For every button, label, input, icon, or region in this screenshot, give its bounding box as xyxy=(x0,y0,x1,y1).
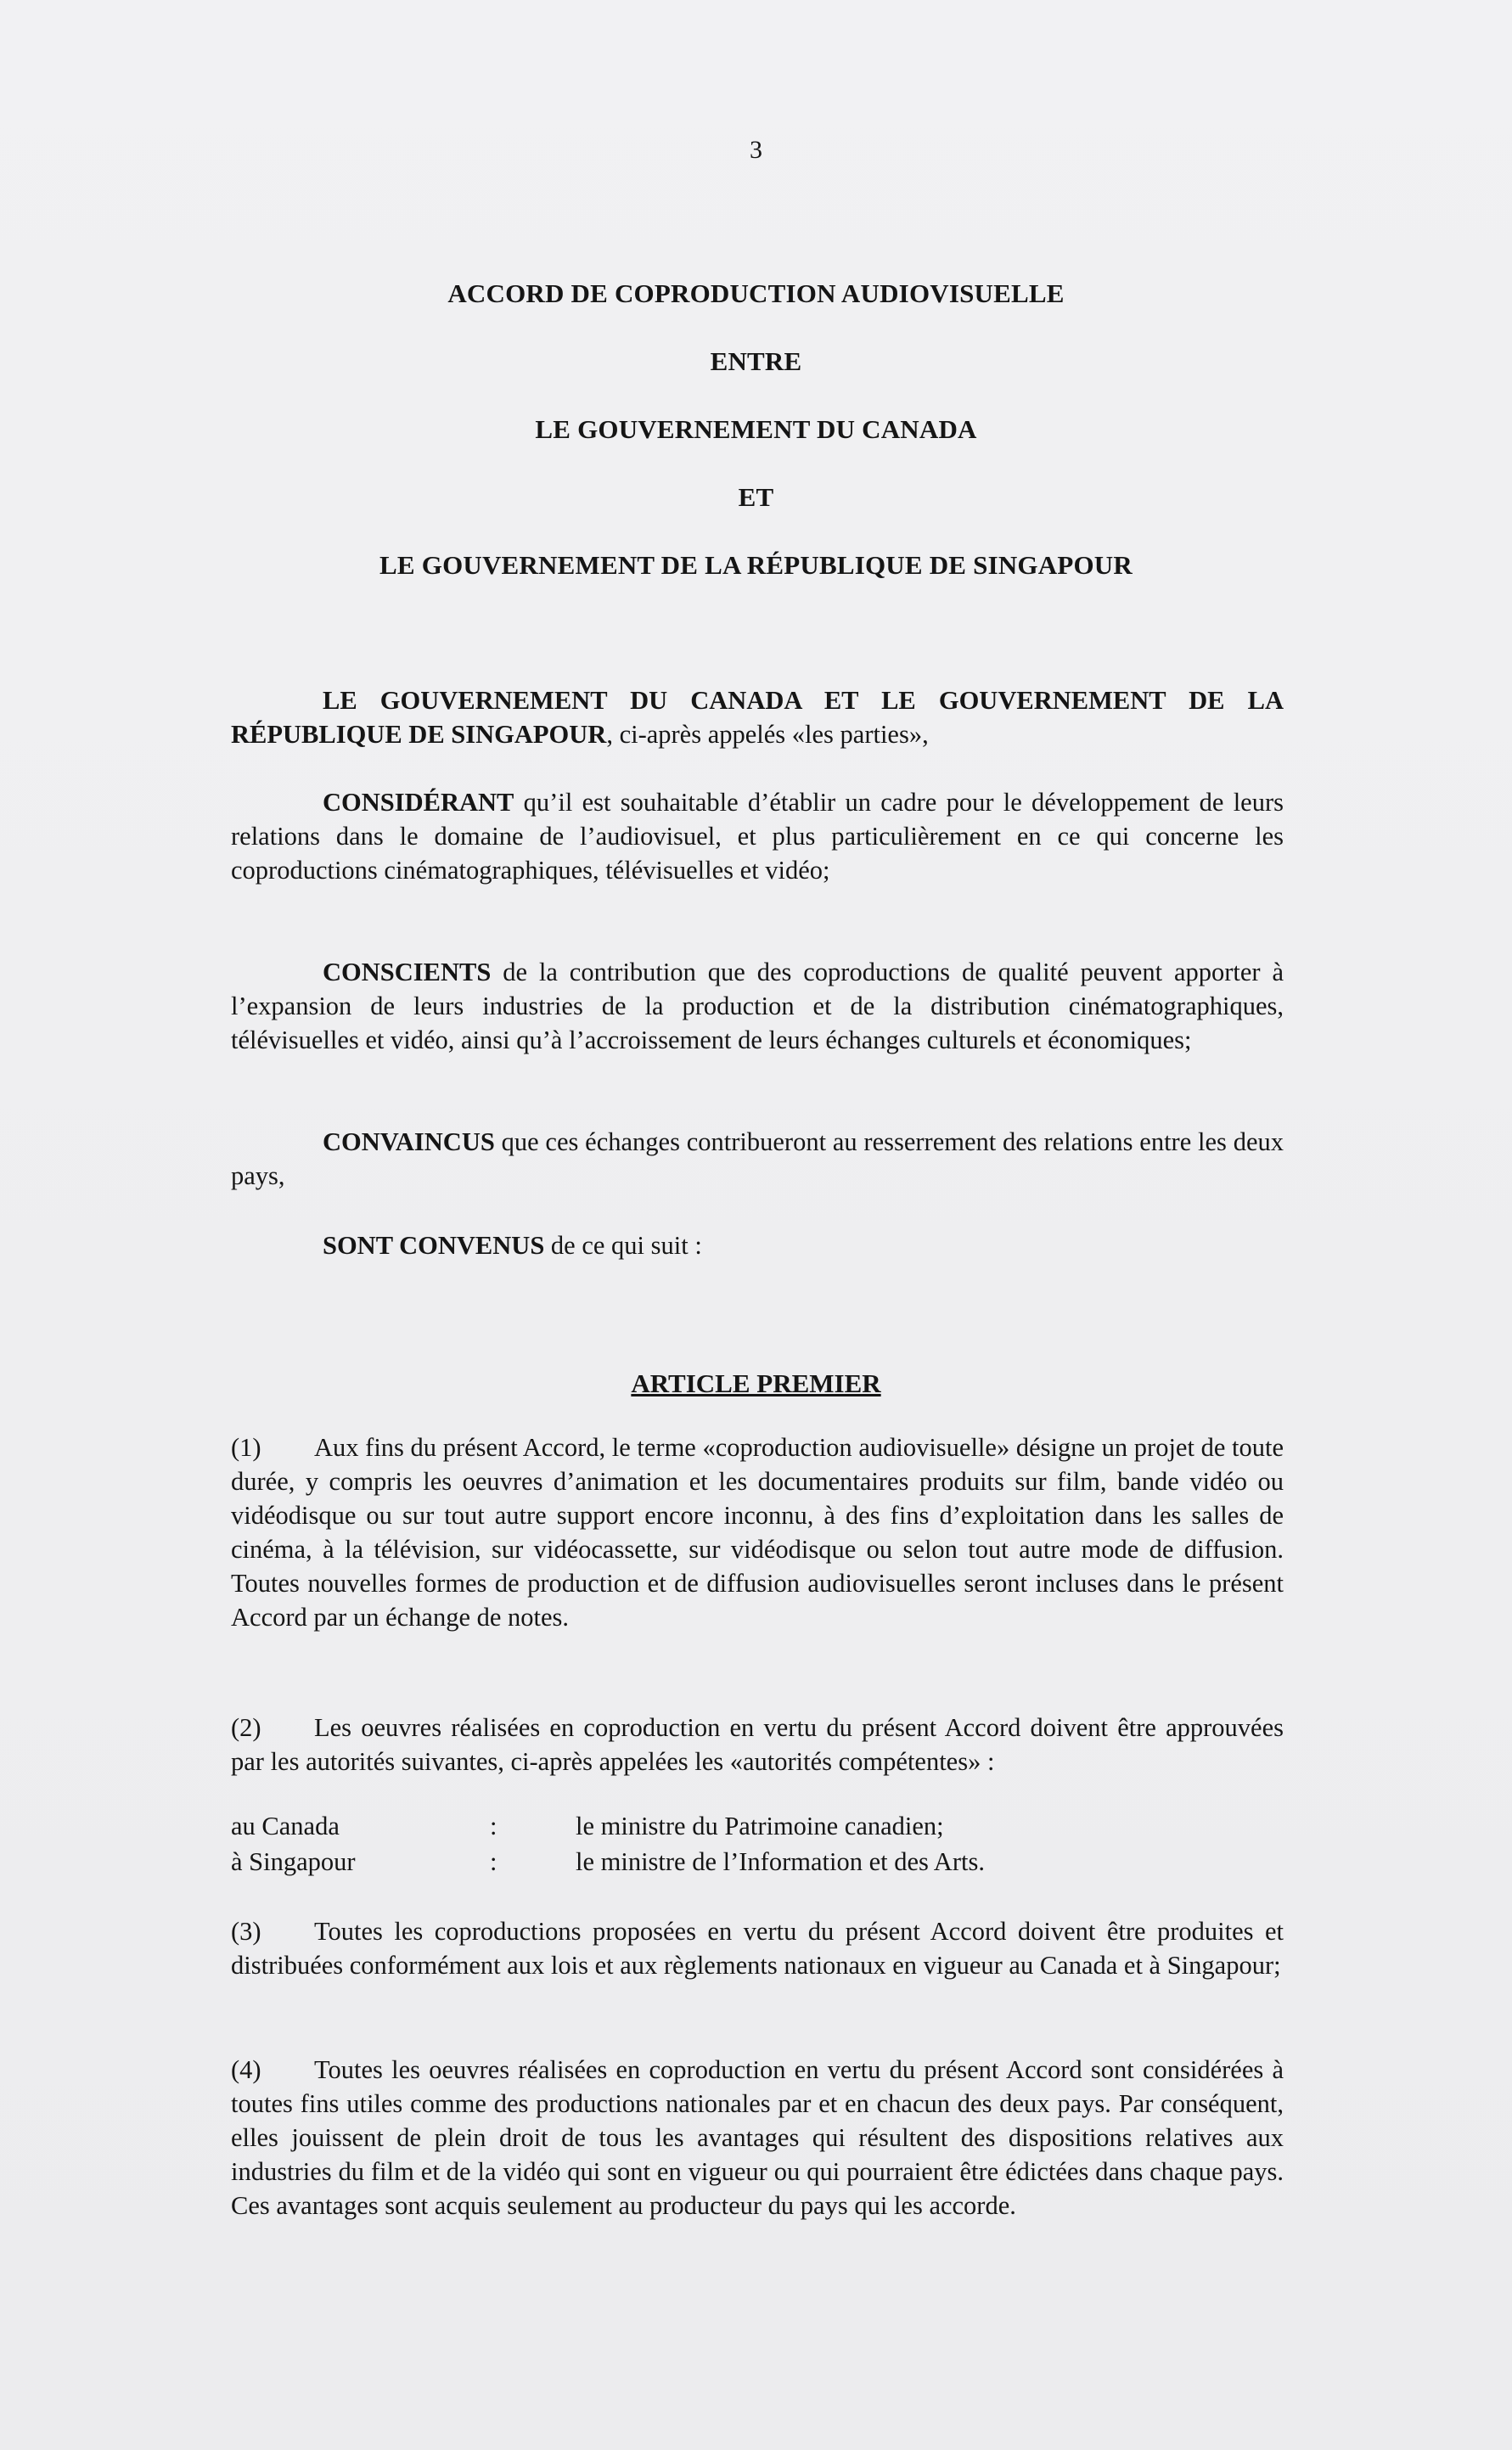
authority-minister: le ministre de l’Information et des Arts. xyxy=(576,1847,985,1876)
paragraph-text: Toutes les oeuvres réalisées en coproduction en vertu du présent Accord sont considérées à toutes fins utiles comme des productions nationales par et en chacun des deux pays. Par conséquent, elles jouissent de plein droit de tous les avantages qui résultent des dispositions relatives aux industries du film et de la vidéo qui sont en vigueur ou qui pourraient être édictées dans chaque pays. Ces avantages sont acquis seulement au producteur du pays qui les accorde. xyxy=(231,2055,1284,2220)
authority-row xyxy=(231,1844,1284,1880)
preamble-sont-convenus xyxy=(231,1228,1284,1262)
preamble-parties xyxy=(231,683,1284,751)
paragraph-number: (3) xyxy=(231,1917,261,1946)
conscients-bold: CONSCIENTS xyxy=(323,958,492,986)
article-paragraph-3 xyxy=(231,1914,1284,1982)
parties-rest: , ci-après appelés «les parties», xyxy=(606,720,929,749)
title-line-5: LE GOUVERNEMENT DE LA RÉPUBLIQUE DE SINGAPOUR xyxy=(379,550,1133,580)
parties-bold: LE GOUVERNEMENT DU CANADA ET LE GOUVERNEMENT DE LA RÉPUBLIQUE DE SINGAPOUR xyxy=(231,686,1284,749)
authority-separator: : xyxy=(490,1847,497,1876)
paragraph-number: (2) xyxy=(231,1713,261,1742)
authority-minister: le ministre du Patrimoine canadien; xyxy=(576,1812,944,1840)
preamble-conscients xyxy=(231,955,1284,1057)
paragraph-text: Toutes les coproductions proposées en vertu du présent Accord doivent être produites et distribuées conformément aux lois et aux règlements nationaux en vigueur au Canada et à Singapour; xyxy=(231,1917,1284,1980)
preamble-considerant xyxy=(231,785,1284,887)
convaincus-bold: CONVAINCUS xyxy=(323,1127,495,1156)
considerant-bold: CONSIDÉRANT xyxy=(323,788,514,817)
article-paragraph-2 xyxy=(231,1711,1284,1778)
paragraph-number: (4) xyxy=(231,2055,261,2084)
authority-row xyxy=(231,1808,1284,1844)
preamble-convaincus xyxy=(231,1125,1284,1193)
article-paragraph-1 xyxy=(231,1430,1284,1634)
authorities-list xyxy=(231,1808,1284,1880)
conscients-rest: de la contribution que des coproductions de qualité peuvent apporter à l’expansion de leurs industries de la production et de la distribution cinématographiques, télévisuelles et vidéo, ainsi qu’à l’accroissement de leurs échanges culturels et économiques; xyxy=(231,958,1284,1054)
authority-country: au Canada xyxy=(231,1812,340,1840)
authority-country: à Singapour xyxy=(231,1847,356,1876)
title-line-4: ET xyxy=(738,482,774,512)
paragraph-number: (1) xyxy=(231,1433,261,1462)
sont-convenus-bold: SONT CONVENUS xyxy=(323,1231,545,1260)
authority-separator: : xyxy=(490,1812,497,1840)
paragraph-text: Aux fins du présent Accord, le terme «coproduction audiovisuelle» désigne un projet de toute durée, y compris les oeuvres d’animation et les documentaires produits sur film, bande vidéo ou vidéodisque ou sur tout autre support encore inconnu, à des fins d’exploitation dans les salles de cinéma, à la télévision, sur vidéocassette, sur vidéodisque ou selon tout autre mode de diffusion. Toutes nouvelles formes de production et de diffusion audiovisuelles seront incluses dans le présent Accord par un échange de notes. xyxy=(231,1433,1284,1632)
sont-convenus-rest: de ce qui suit : xyxy=(544,1231,702,1260)
article-title: ARTICLE PREMIER xyxy=(631,1368,881,1398)
considerant-rest: qu’il est souhaitable d’établir un cadre pour le développement de leurs relations dans le domaine de l’audiovisuel, et plus particulièrement en ce qui concerne les coproductions cinématographiques, télévisuelles et vidéo; xyxy=(231,788,1284,885)
title-line-3: LE GOUVERNEMENT DU CANADA xyxy=(535,414,977,444)
page-number: 3 xyxy=(750,136,762,164)
article-paragraph-4 xyxy=(231,2053,1284,2222)
title-line-2: ENTRE xyxy=(710,346,802,376)
paragraph-text: Les oeuvres réalisées en coproduction en vertu du présent Accord doivent être approuvées par les autorités suivantes, ci-après appelées les «autorités compétentes» : xyxy=(231,1713,1284,1776)
convaincus-rest: que ces échanges contribueront au resserrement des relations entre les deux pays, xyxy=(231,1127,1284,1190)
title-line-1: ACCORD DE COPRODUCTION AUDIOVISUELLE xyxy=(447,278,1065,308)
